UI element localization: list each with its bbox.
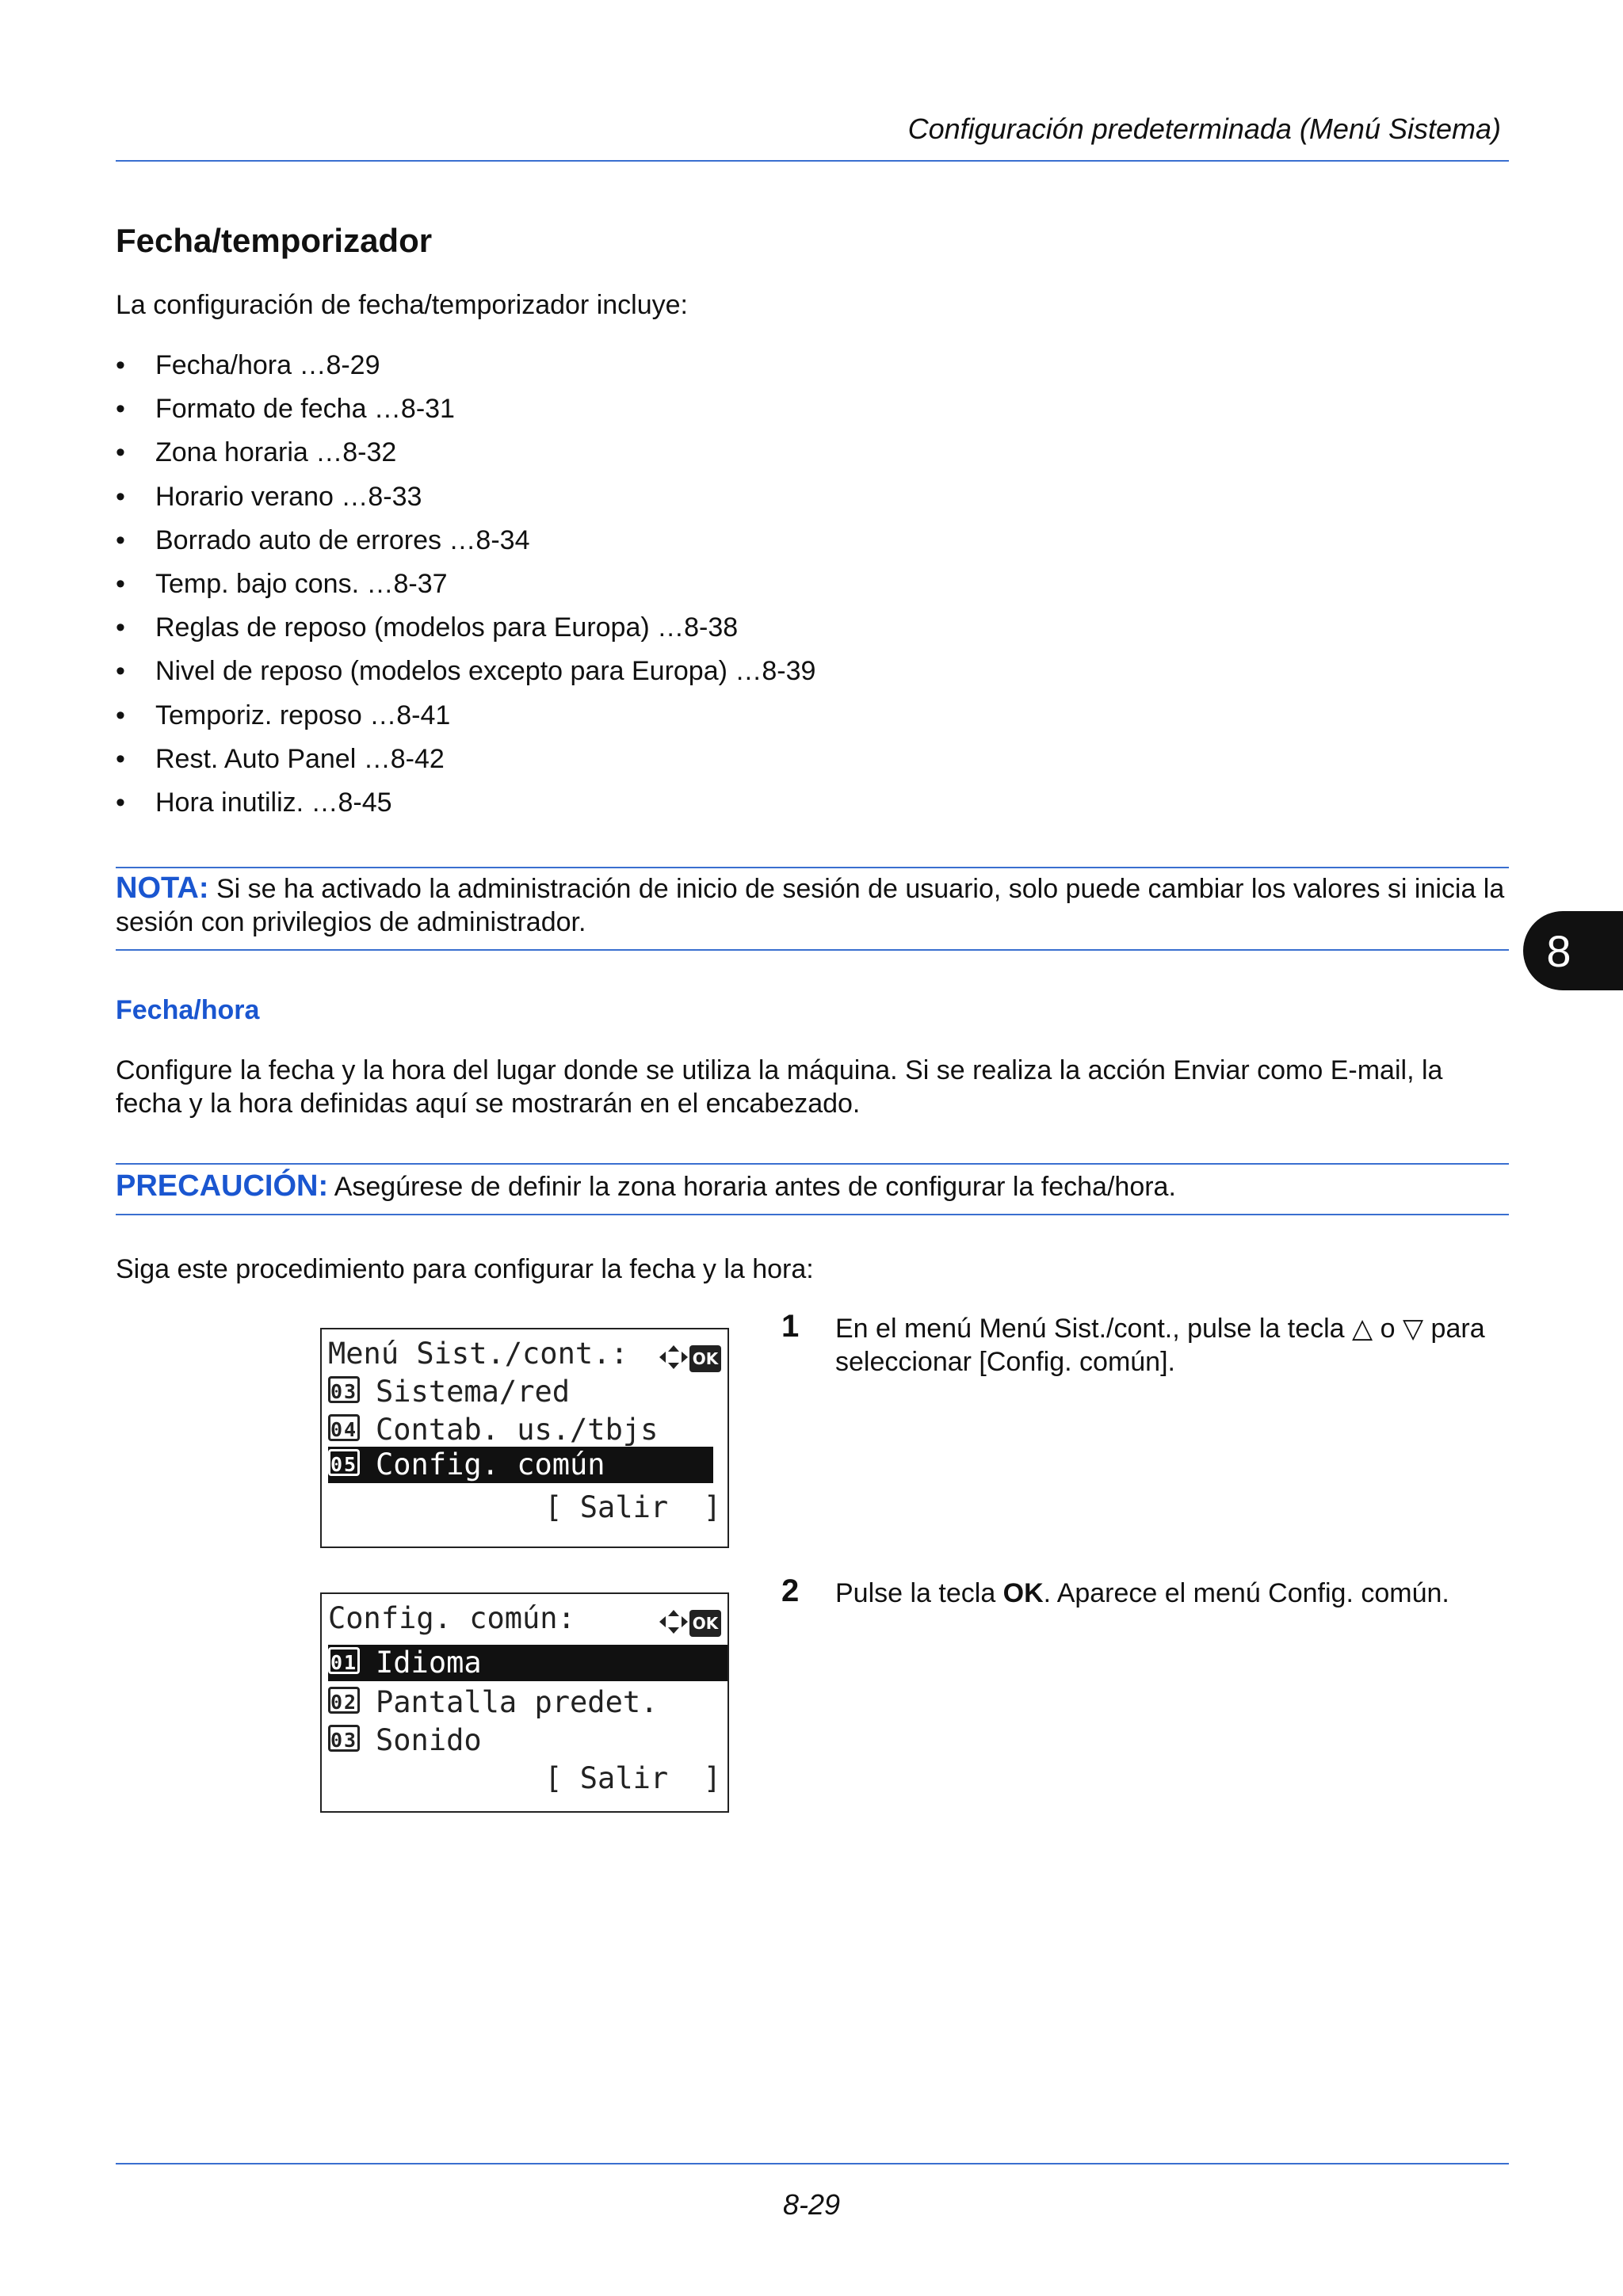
caution-label: PRECAUCIÓN: [116,1169,329,1203]
step-text-part: . Aparece el menú Config. común. [1043,1578,1449,1608]
list-item-text: Formato de fecha …8-31 [155,394,455,425]
list-item-text: Borrado auto de errores …8-34 [155,524,530,555]
list-item [116,653,815,696]
list-item [116,434,815,478]
footer-rule [116,2163,1509,2164]
bullet-icon: • [116,524,125,555]
step-text: En el menú Menú Sist./cont., pulse la tecla △ o ▽ para seleccionar [Config. común]. [835,1314,1485,1377]
list-item [116,479,815,522]
list-item-text: Temp. bajo cons. …8-37 [155,568,448,599]
note-bottom-rule [116,949,1509,951]
step-text-part: Pulse la tecla [835,1578,1003,1608]
list-item-text: Nivel de reposo (modelos excepto para Europa) …8-39 [155,656,816,687]
list-item-text: Reglas de reposo (modelos para Europa) …8-38 [155,612,739,643]
list-item [116,697,815,741]
bullet-icon: • [116,787,125,818]
lcd-row-number: 01 [328,1647,360,1674]
step-number: 2 [781,1573,800,1608]
running-header: Configuración predeterminada (Menú Sistema) [907,113,1501,145]
list-item [116,784,815,828]
bullet-icon: • [116,394,125,425]
lcd-row-label: Pantalla predet. [376,1685,659,1719]
lcd-row [328,1684,721,1721]
list-item [116,741,815,784]
step-text [835,1577,1514,1610]
caution-top-rule [116,1163,1509,1165]
bullet-icon: • [116,481,125,512]
page-number: 8-29 [782,2188,841,2221]
bullet-icon: • [116,700,125,730]
caution-box [116,1169,1510,1203]
section-intro: La configuración de fecha/temporizador incluye: [116,290,688,320]
lcd-row-label: Idioma [376,1646,482,1680]
note-text: Si se ha activado la administración de inicio de sesión de usuario, solo puede cambiar los valores si inicia la sesión con privilegios de administrador. [116,874,1505,937]
lcd-title: Menú Sist./cont.: [328,1337,628,1371]
header-rule [116,160,1509,162]
lcd-row-selected [328,1645,727,1681]
subsection-body: Configure la fecha y la hora del lugar donde se utiliza la máquina. Si se realiza la acción Enviar como E-mail, la fecha y la hora definidas aquí se mostrarán en el encabezado. [116,1055,1443,1119]
list-item-text: Temporiz. reposo …8-41 [155,700,451,730]
note-top-rule [116,867,1509,868]
bullet-icon: • [116,350,125,380]
lcd-softkey-salir: [ Salir ] [544,1490,721,1524]
lcd-row-selected [328,1447,713,1483]
chapter-tab [1523,911,1623,990]
caution-bottom-rule [116,1214,1509,1215]
list-item [116,347,815,391]
lcd-row-number: 04 [328,1414,360,1441]
ok-key-label: OK [1002,1578,1044,1608]
note-box [116,871,1510,939]
lcd-nav [658,1605,721,1642]
list-item-text: Zona horaria …8-32 [155,437,397,468]
settings-list [116,347,815,828]
lcd-screen-system-menu [320,1328,729,1548]
caution-text: Asegúrese de definir la zona horaria antes de configurar la fecha/hora. [328,1172,1176,1202]
lcd-row-label: Config. común [376,1447,605,1482]
chapter-number: 8 [1546,926,1571,976]
ok-key-icon: OK [689,1610,721,1637]
note-label: NOTA: [116,871,209,905]
bullet-icon: • [116,612,125,643]
lcd-row [328,1722,721,1759]
bullet-icon: • [116,743,125,774]
lcd-nav [658,1341,721,1377]
lcd-row [328,1374,721,1410]
bullet-icon: • [116,656,125,687]
lcd-softkey-salir: [ Salir ] [544,1761,721,1795]
navigation-arrows-icon [658,1344,689,1371]
lcd-row-label: Sistema/red [376,1375,571,1409]
lcd-row-number: 03 [328,1376,360,1403]
section-title: Fecha/temporizador [116,222,433,259]
list-item [116,609,815,653]
ok-key-icon: OK [689,1345,721,1372]
lcd-row-label: Sonido [376,1723,482,1757]
lcd-row [328,1412,721,1448]
list-item [116,522,815,566]
list-item-text: Fecha/hora …8-29 [155,350,380,380]
lcd-row-number: 05 [328,1449,360,1476]
bullet-icon: • [116,568,125,599]
bullet-icon: • [116,437,125,468]
lcd-row-label: Contab. us./tbjs [376,1413,659,1447]
lcd-row-number: 02 [328,1687,360,1714]
list-item-text: Hora inutiliz. …8-45 [155,787,392,818]
list-item [116,566,815,609]
list-item-text: Rest. Auto Panel …8-42 [155,743,445,774]
subsection-title: Fecha/hora [116,995,260,1025]
lcd-screen-common-settings [320,1592,729,1813]
list-item [116,391,815,434]
navigation-arrows-icon [658,1608,689,1635]
lcd-title: Config. común: [328,1601,575,1635]
lcd-row-number: 03 [328,1725,360,1752]
procedure-intro: Siga este procedimiento para configurar la fecha y la hora: [116,1254,814,1284]
step-number: 1 [781,1309,800,1344]
list-item-text: Horario verano …8-33 [155,481,422,512]
